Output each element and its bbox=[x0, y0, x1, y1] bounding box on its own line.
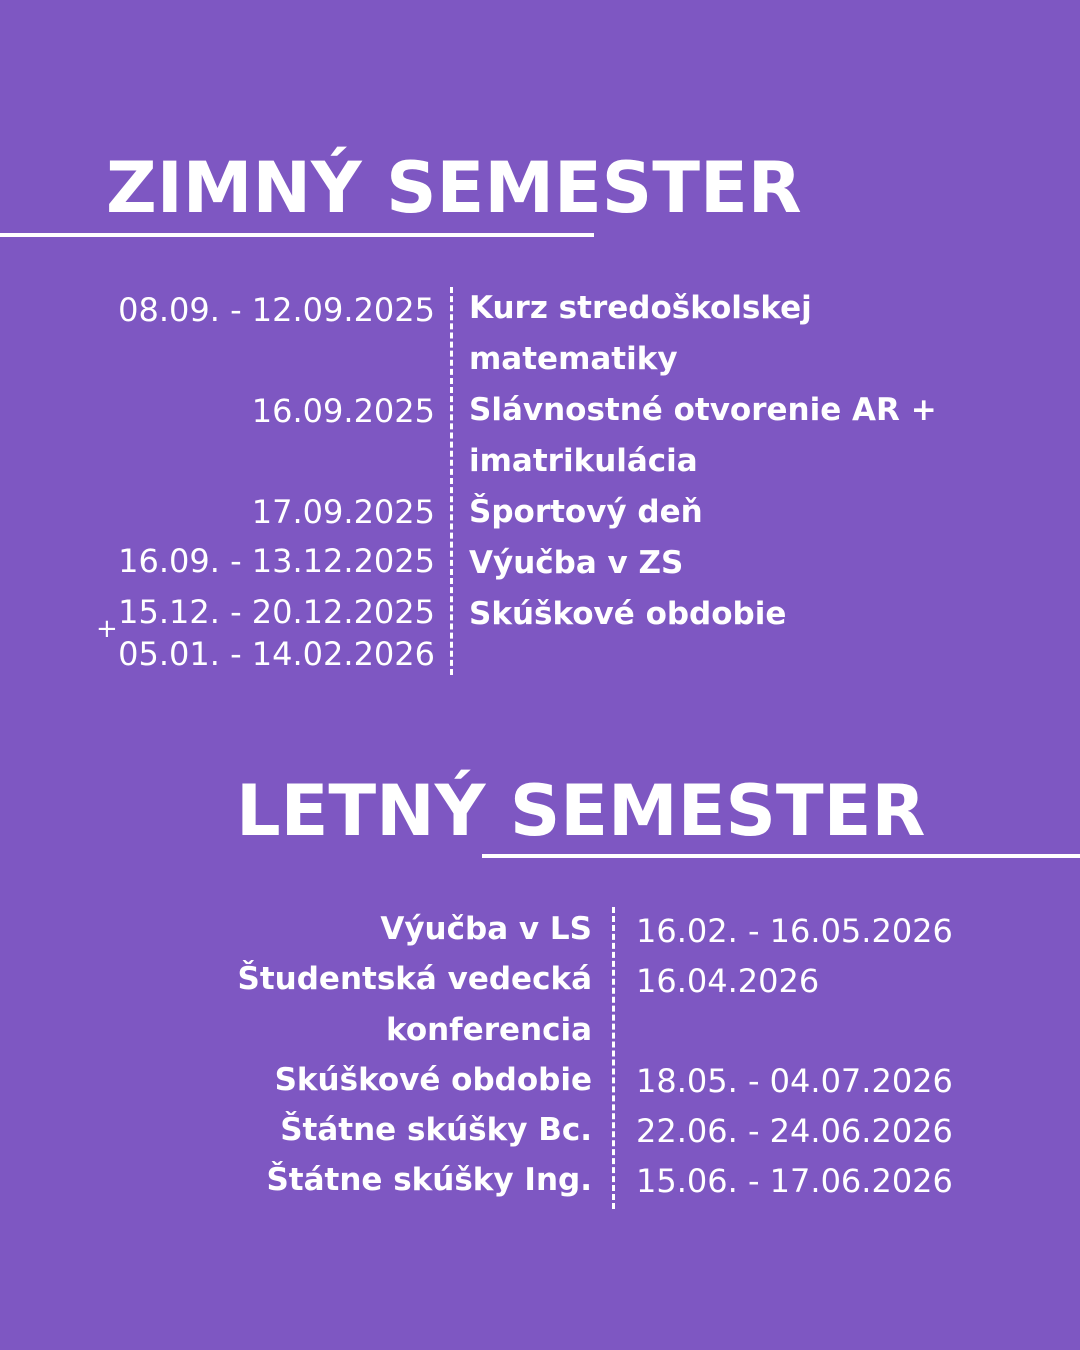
summer-event-state-exams-bc: Štátne skúšky Bc. bbox=[280, 1112, 592, 1148]
winter-event-exams: Skúškové obdobie bbox=[469, 596, 787, 632]
winter-event-course: Kurz stredoškolskej bbox=[469, 290, 812, 326]
winter-dashed-divider bbox=[450, 287, 453, 675]
summer-title-underline bbox=[482, 854, 1080, 858]
summer-event-exams: Skúškové obdobie bbox=[274, 1062, 592, 1098]
winter-date-course: 08.09. - 12.09.2025 bbox=[118, 291, 435, 329]
winter-plus-sign: + bbox=[96, 614, 118, 644]
summer-dashed-divider bbox=[612, 907, 615, 1209]
winter-date-sports: 17.09.2025 bbox=[251, 493, 435, 531]
winter-title-underline bbox=[0, 233, 594, 237]
summer-date-teaching: 16.02. - 16.05.2026 bbox=[636, 912, 953, 950]
summer-semester-title: LETNÝ SEMESTER bbox=[236, 770, 926, 852]
winter-event-teaching: Výučba v ZS bbox=[469, 545, 684, 581]
winter-date-exams-2: 05.01. - 14.02.2026 bbox=[118, 635, 435, 673]
summer-date-state-exams-ing: 15.06. - 17.06.2026 bbox=[636, 1162, 953, 1200]
winter-event-opening: Slávnostné otvorenie AR + bbox=[469, 392, 937, 428]
summer-event-teaching: Výučba v LS bbox=[380, 911, 592, 947]
summer-event-conference-line2: konferencia bbox=[386, 1012, 592, 1048]
winter-event-opening-line2: imatrikulácia bbox=[469, 443, 698, 479]
summer-event-state-exams-ing: Štátne skúšky Ing. bbox=[266, 1162, 592, 1198]
winter-semester-title: ZIMNÝ SEMESTER bbox=[106, 147, 802, 229]
winter-date-exams-1: 15.12. - 20.12.2025 bbox=[118, 593, 435, 631]
winter-event-course-line2: matematiky bbox=[469, 341, 678, 377]
summer-date-conference: 16.04.2026 bbox=[636, 962, 820, 1000]
summer-event-conference: Študentská vedecká bbox=[237, 961, 592, 997]
winter-date-opening: 16.09.2025 bbox=[251, 392, 435, 430]
winter-event-sports: Športový deň bbox=[469, 494, 703, 530]
summer-date-exams: 18.05. - 04.07.2026 bbox=[636, 1062, 953, 1100]
winter-date-teaching: 16.09. - 13.12.2025 bbox=[118, 542, 435, 580]
summer-date-state-exams-bc: 22.06. - 24.06.2026 bbox=[636, 1112, 953, 1150]
